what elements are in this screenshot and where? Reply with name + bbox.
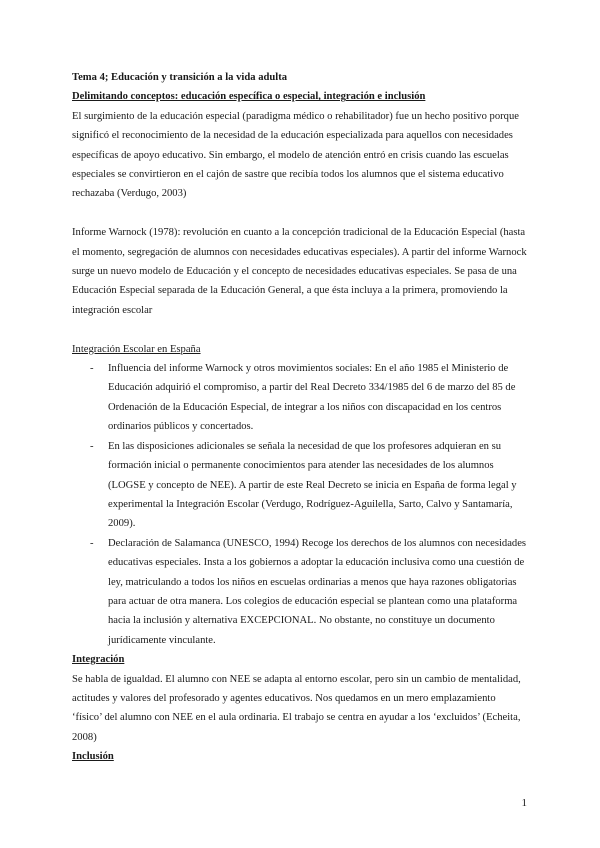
list-item-text: En las disposiciones adicionales se señala la necesidad de que los profesores adquieran en su formación inicial o permanente conocimientos para atender las necesidades de los alumnos (LOGSE y concepto de NEE). A partir de este Real Decreto se inicia en España de forma legal y experimental la Integración Escolar (Verdugo, Rodríguez-Aguilella, Sarto, Calvo y Santamaría, 2009). — [108, 440, 517, 530]
list-item — [90, 437, 528, 534]
document-title: Tema 4; Educación y transición a la vida adulta — [72, 72, 288, 83]
section-heading-concepts: Delimitando conceptos: educación específica o especial, integración e inclusión — [72, 91, 426, 103]
list-item-text: Influencia del informe Warnock y otros movimientos sociales: En el año 1985 el Ministerio de Educación adquirió el compromiso, a partir del Real Decreto 334/1985 del 6 de marzo del 85 de Ordenación de la Educación Especial, de integrar a los niños con discapacidad en los centros ordinarios públicos y concertados. — [108, 363, 516, 433]
list-dash-marker: - — [90, 363, 94, 375]
paragraph-integration: Se habla de igualdad. El alumno con NEE se adapta al entorno escolar, pero sin un cambio de mentalidad, actitudes y valores del profesorado y agentes educativos. Nos quedamos en un mero emplazamiento ‘físico’ del alumno con NEE en el aula ordinaria. El trabajo se centra en ayudar a los ‘excluidos’ (Echeita, 2008) — [72, 673, 521, 743]
section-heading-inclusion: Inclusión — [72, 751, 114, 763]
list-item — [90, 359, 528, 437]
list-item — [90, 534, 528, 650]
integration-spain-list — [72, 359, 528, 650]
list-item-text: Declaración de Salamanca (UNESCO, 1994) Recoge los derechos de los alumnos con necesidades educativas especiales. Insta a los gobiernos a adoptar la educación inclusiva como una cuestión de ley, matriculando a todos los niños en escuelas ordinarias a menos que haya razones obligatorias para actuar de otra manera. Los colegios de educación especial se plantean como una plataforma hacia la inclusión y alternativa EXCEPCIONAL. No obstante, no constituye un documento jurídicamente vinculante. — [108, 537, 527, 646]
list-dash-marker: - — [90, 537, 94, 549]
page-number: 1 — [521, 797, 527, 809]
section-heading-integration-spain: Integración Escolar en España — [72, 343, 201, 355]
document-body — [72, 68, 528, 767]
paragraph-warnock-report: Informe Warnock (1978): revolución en cuanto a la concepción tradicional de la Educación Especial (hasta el momento, segregación de alumnos con necesidades educativas especiales). A partir del informe Warnock surge un nuevo modelo de Educación y el concepto de necesidades educativas especiales. Se pasa de una Educación Especial separada de la Educación General, a que ésta incluya a la primera, promoviendo la integración escolar — [72, 227, 527, 316]
section-heading-integration: Integración — [72, 654, 125, 666]
list-dash-marker: - — [90, 440, 94, 452]
paragraph-special-education: El surgimiento de la educación especial (paradigma médico o rehabilitador) fue un hecho positivo porque significó el reconocimiento de la necesidad de la educación especializada para aquellos con necesidades específicas de apoyo educativo. Sin embargo, el modelo de atención entró en crisis cuando las escuelas especiales se convirtieron en el cajón de sastre que recibía todos los alumnos que el sistema educativo rechazaba (Verdugo, 2003) — [72, 110, 519, 200]
